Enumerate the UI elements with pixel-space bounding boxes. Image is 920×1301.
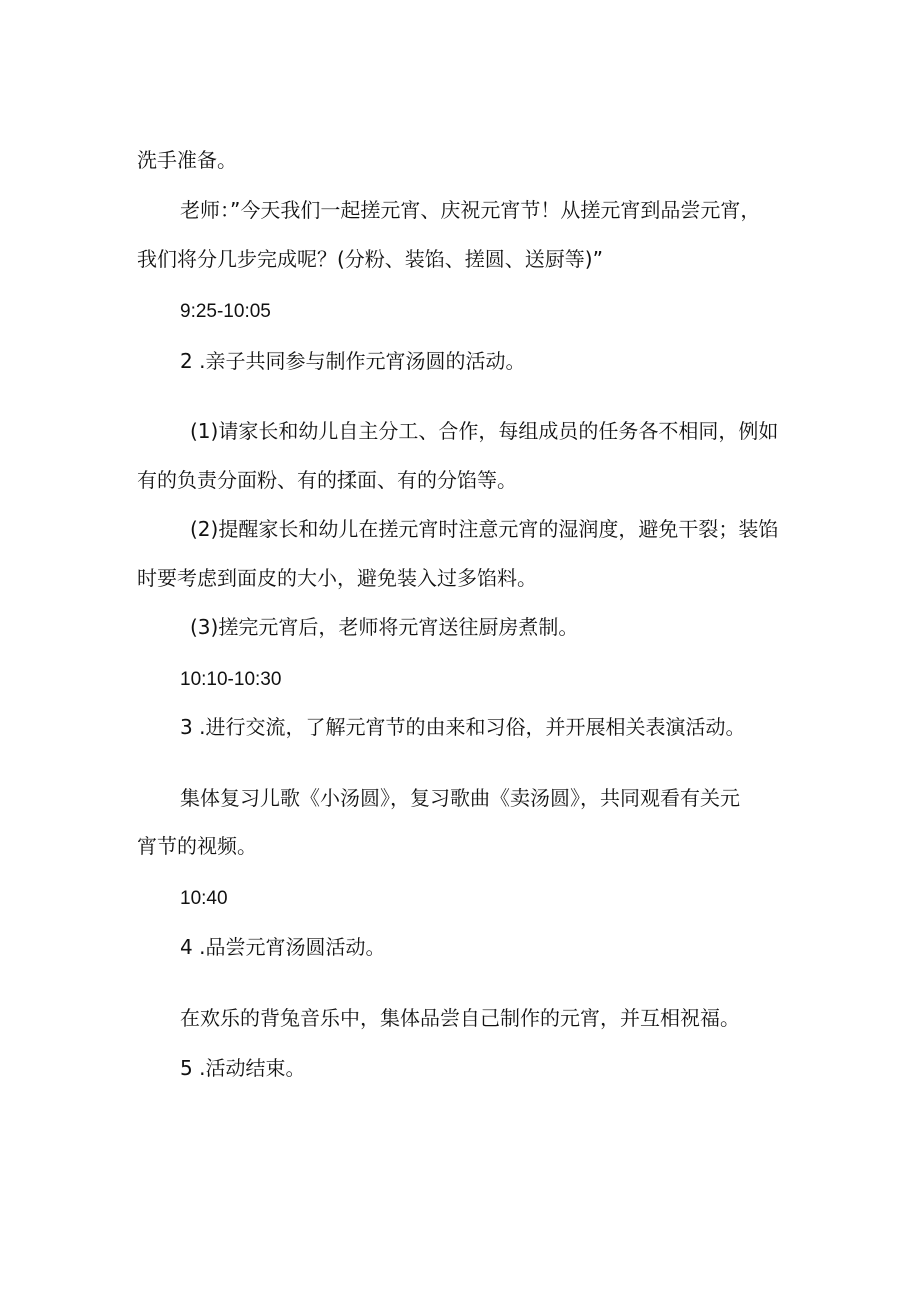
section-heading: 3 .进行交流，了解元宵节的由来和习俗，并开展相关表演活动。 [180,715,746,739]
text-line: 洗手准备。 [137,148,237,172]
time-label: 9:25-10:05 [180,301,271,322]
section-heading: 4 .品尝元宵汤圆活动。 [180,935,386,959]
text-line: 我们将分几步完成呢？(分粉、装馅、搓圆、送厨等)” [137,247,603,271]
text-line: 宵节的视频。 [137,834,257,858]
section-heading: 5 .活动结束。 [180,1056,306,1080]
text-line: 有的负责分面粉、有的揉面、有的分馅等。 [137,468,517,492]
text-line: 时要考虑到面皮的大小，避免装入过多馅料。 [137,566,537,590]
text-line: (2)提醒家长和幼儿在搓元宵时注意元宵的湿润度，避免干裂；装馅 [190,517,779,541]
text-line: 在欢乐的背兔音乐中，集体品尝自己制作的元宵，并互相祝福。 [180,1006,740,1030]
section-heading: 2 .亲子共同参与制作元宵汤圆的活动。 [180,349,526,373]
text-line: 集体复习儿歌《小汤圆》，复习歌曲《卖汤圆》，共同观看有关元 [180,786,740,810]
time-label: 10:10-10:30 [180,669,282,690]
time-label: 10:40 [180,888,228,909]
text-line: (1)请家长和幼儿自主分工、合作，每组成员的任务各不相同，例如 [190,419,779,443]
text-line: 老师：”今天我们一起搓元宵、庆祝元宵节！从搓元宵到品尝元宵， [180,198,761,222]
text-line: (3)搓完元宵后，老师将元宵送往厨房煮制。 [190,615,579,639]
